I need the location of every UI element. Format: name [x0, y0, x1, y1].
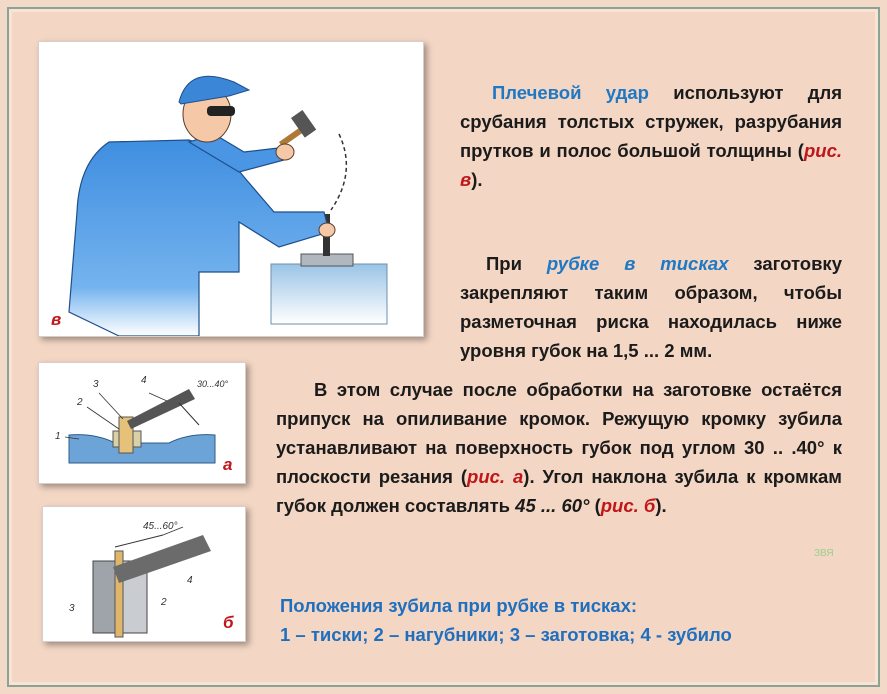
- figure-a-angle: 30...40°: [197, 379, 229, 389]
- figure-b-part-3: 3: [69, 603, 75, 614]
- figure-b-angle: 45...60°: [143, 521, 178, 532]
- worker-illustration: [39, 42, 423, 336]
- figure-a-label: а: [223, 455, 233, 474]
- term-vise-cutting: рубке в тисках: [546, 253, 729, 274]
- caption-title: Положения зубила при рубке в тисках:: [280, 595, 638, 616]
- figure-v-label: в: [51, 310, 62, 329]
- figure-b-part-2: 2: [161, 597, 167, 608]
- caption-legend: 1 – тиски; 2 – нагубники; 3 – заготовка; 4 - зубило: [280, 624, 732, 645]
- figure-b-panel: [42, 506, 246, 642]
- angle-range: 45 ... 60°: [515, 495, 590, 516]
- paragraph-shoulder-strike: Плечевой удар используют для срубания толстых стружек, разрубания прутков и полос большой толщины (рис. в).: [460, 82, 843, 190]
- figure-a-part-1: 1: [55, 431, 61, 442]
- paragraph-allowance: В этом случае после обработки на заготовке остаётся припуск на опиливание кромок. Режущую кромку зубила устанавливают на поверхность губок под углом 30 .. .40° к плоскости резания (рис. а). Угол наклона зубила к кромкам губок должен составлять 45 ... 60° (рис. б).: [276, 379, 842, 516]
- caption: [280, 591, 860, 649]
- figure-b-part-4: 4: [187, 575, 193, 586]
- figure-v-panel: [38, 41, 424, 337]
- figure-a-panel: [38, 362, 246, 484]
- figure-a-part-2: 2: [77, 397, 83, 408]
- ref-fig-a: рис. а: [467, 466, 524, 487]
- paragraph-vise-cutting: При рубке в тисках заготовку закрепляют таким образом, чтобы разметочная риска находилась ниже уровня губок на 1,5 ... 2 мм.: [460, 253, 842, 361]
- figure-b-label: б: [223, 613, 234, 632]
- ref-fig-v: рис. в: [460, 140, 842, 190]
- term-shoulder-strike: Плечевой удар: [492, 82, 649, 103]
- ref-fig-b: рис. б: [600, 495, 656, 516]
- vise-block: [271, 264, 387, 324]
- goggles: [207, 106, 235, 116]
- watermark: ЗВЯ: [814, 548, 834, 559]
- figure-a-part-3: 3: [93, 379, 99, 390]
- figure-a-part-4: 4: [141, 375, 147, 386]
